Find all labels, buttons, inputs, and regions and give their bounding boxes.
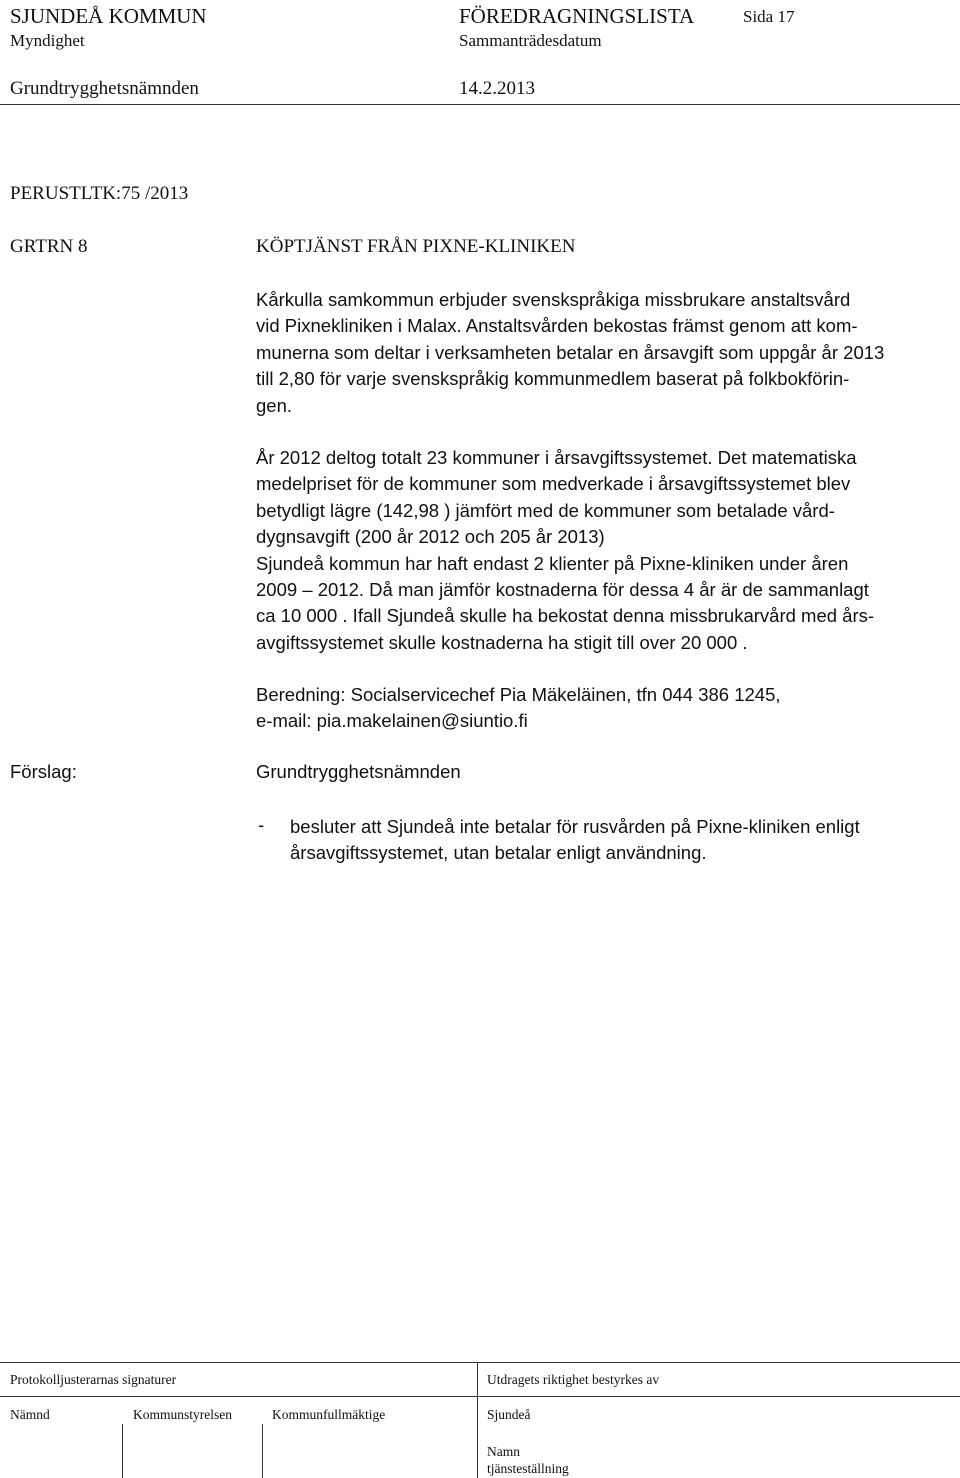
paragraph-line: 2009 – 2012. Då man jämför kostnaderna för dessa 4 år är de sammanlagt [256,579,869,601]
paragraph-line: munerna som deltar i verksamheten betalar en årsavgift som uppgår år 2013 [256,341,885,363]
paragraph-line: besluter att Sjundeå inte betalar för rusvården på Pixne-kliniken enligt [290,816,860,837]
paragraph-line: årsavgiftssystemet, utan betalar enligt användning. [290,842,707,864]
footer-divider [0,1362,960,1363]
paragraph-line: ca 10 000 . Ifall Sjundeå skulle ha bekostat denna missbrukarvård med års- [256,605,875,627]
org-name: SJUNDEÅ KOMMUN [10,4,207,28]
certified-name: Namn [487,1444,520,1459]
signature-column-divider [122,1424,123,1478]
perustltk-ref: PERUSTLTK:75 /2013 [10,183,189,204]
paragraph-line: Sjundeå kommun har haft endast 2 klienter på Pixne-kliniken under åren [256,552,849,574]
paragraph-line: e-mail: pia.makelainen@siuntio.fi [256,710,528,732]
grtrn-ref: GRTRN 8 [10,236,88,257]
certified-label: Utdragets riktighet bestyrkes av [487,1372,660,1387]
proposal-body: Grundtrygghetsnämnden [256,761,461,782]
proposal-text [290,814,940,867]
doc-type: FÖREDRAGNINGSLISTA [459,4,695,28]
authority-name: Grundtrygghetsnämnden [10,78,199,99]
signature-column-divider [477,1362,478,1478]
paragraph-line: avgiftssystemet skulle kostnaderna ha stigit till over 20 000 . [256,631,748,653]
certified-position: tjänsteställning [487,1461,569,1476]
paragraph-line: till 2,80 för varje svenskspråkig kommunmedlem baserat på folkbokförin- [256,368,850,390]
paragraph-line: medelpriset för de kommuner som medverkade i årsavgiftssystemet blev [256,473,851,495]
paragraph-2 [256,445,936,656]
signature-column-divider [262,1424,263,1478]
preparation-note [256,682,936,735]
paragraph-line: vid Pixnekliniken i Malax. Anstaltsvården bekostas främst genom att kom- [256,315,858,337]
paragraph-line: betydligt lägre (142,98 ) jämfört med de kommuner som betalade vård- [256,499,835,521]
paragraph-line: År 2012 deltog totalt 23 kommuner i årsavgiftssystemet. Det matematiska [256,447,857,468]
page-number: Sida 17 [743,7,795,26]
footer-row-divider [0,1396,960,1397]
header-divider [0,104,960,105]
signature-kommunfullmaktige: Kommunfullmäktige [272,1407,386,1422]
paragraph-line: Kårkulla samkommun erbjuder svenskspråkiga missbrukare anstaltsvård [256,289,851,310]
agenda-title: KÖPTJÄNST FRÅN PIXNE-KLINIKEN [256,236,576,257]
signatures-label: Protokolljusterarnas signaturer [10,1372,177,1387]
signature-kommunstyrelsen: Kommunstyrelsen [133,1407,232,1422]
proposal-bullet: - [258,814,265,835]
meeting-date: 14.2.2013 [459,78,535,99]
paragraph-line: dygnsavgift (200 år 2012 och 205 år 2013) [256,526,605,548]
meeting-date-label: Sammanträdesdatum [459,31,602,50]
authority-label: Myndighet [10,31,85,50]
signature-namnd: Nämnd [10,1407,50,1422]
paragraph-line: gen. [256,394,293,416]
proposal-label: Förslag: [10,761,77,782]
paragraph-line: Beredning: Socialservicechef Pia Mäkeläinen, tfn 044 386 1245, [256,684,781,705]
certified-sjundea: Sjundeå [487,1407,531,1422]
paragraph-1 [256,287,936,419]
